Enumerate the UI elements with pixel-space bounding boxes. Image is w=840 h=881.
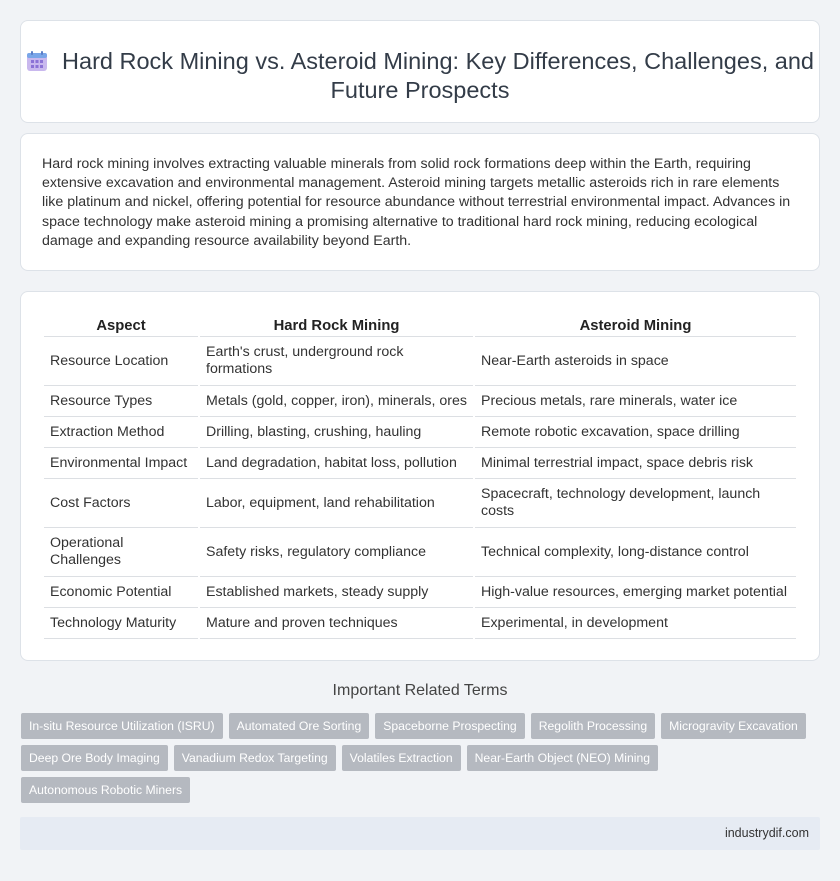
table-cell: Precious metals, rare minerals, water ice (475, 386, 796, 417)
table-cell: High-value resources, emerging market potential (475, 577, 796, 608)
table-cell: Established markets, steady supply (200, 577, 473, 608)
table-cell: Labor, equipment, land rehabilitation (200, 479, 473, 528)
related-terms-list (21, 713, 821, 809)
table-cell: Earth's crust, underground rock formations (200, 337, 473, 386)
table-cell: Near-Earth asteroids in space (475, 337, 796, 386)
table-cell: Drilling, blasting, crushing, hauling (200, 417, 473, 448)
table-header-row (44, 316, 796, 337)
table-cell: Resource Location (44, 337, 198, 386)
intro-paragraph: Hard rock mining involves extracting valuable minerals from solid rock formations deep within the Earth, requiring extensive excavation and environmental management. Asteroid mining targets metallic asteroids rich in rare elements like platinum and nickel, offering potential for resource abundance without terrestrial environmental impact. Advances in space technology make asteroid mining a promising alternative to traditional hard rock mining, reducing ecological damage and expanding resource availability beyond Earth. (42, 156, 791, 249)
term-tag[interactable]: Automated Ore Sorting (229, 713, 370, 739)
table-cell: Technology Maturity (44, 608, 198, 639)
table-row (44, 528, 796, 577)
table-row (44, 417, 796, 448)
table-row (44, 448, 796, 479)
table-cell: Land degradation, habitat loss, pollution (200, 448, 473, 479)
table-cell: Minimal terrestrial impact, space debris risk (475, 448, 796, 479)
term-tag[interactable]: Deep Ore Body Imaging (21, 745, 168, 771)
page-title: Hard Rock Mining vs. Asteroid Mining: Key Differences, Challenges, and Future Prospects (62, 48, 814, 103)
table-cell: Operational Challenges (44, 528, 198, 577)
table-cell: Environmental Impact (44, 448, 198, 479)
term-tag[interactable]: Volatiles Extraction (342, 745, 461, 771)
table-row (44, 386, 796, 417)
table-row (44, 337, 796, 386)
table-cell: Metals (gold, copper, iron), minerals, ores (200, 386, 473, 417)
table-cell: Resource Types (44, 386, 198, 417)
term-tag[interactable]: Vanadium Redox Targeting (174, 745, 336, 771)
footer-bar (20, 817, 820, 850)
table-cell: Remote robotic excavation, space drilling (475, 417, 796, 448)
table-cell: Safety risks, regulatory compliance (200, 528, 473, 577)
table-row (44, 577, 796, 608)
title-card (20, 20, 820, 123)
table-cell: Mature and proven techniques (200, 608, 473, 639)
intro-card (20, 133, 820, 271)
table-cell: Cost Factors (44, 479, 198, 528)
footer-site-link[interactable]: industrydif.com (724, 826, 809, 840)
calendar-icon (26, 50, 48, 72)
column-header: Aspect (44, 316, 198, 337)
term-tag[interactable]: Autonomous Robotic Miners (21, 777, 190, 803)
term-tag[interactable]: Microgravity Excavation (661, 713, 806, 739)
table-cell: Experimental, in development (475, 608, 796, 639)
term-tag[interactable]: Regolith Processing (531, 713, 655, 739)
comparison-table-card (20, 291, 820, 661)
table-cell: Extraction Method (44, 417, 198, 448)
term-tag[interactable]: Spaceborne Prospecting (375, 713, 524, 739)
table-row (44, 608, 796, 639)
column-header: Hard Rock Mining (200, 316, 473, 337)
table-row (44, 479, 796, 528)
term-tag[interactable]: In-situ Resource Utilization (ISRU) (21, 713, 223, 739)
table-cell: Spacecraft, technology development, launch costs (475, 479, 796, 528)
related-terms-heading: Important Related Terms (332, 682, 508, 699)
comparison-table (42, 316, 798, 639)
term-tag[interactable]: Near-Earth Object (NEO) Mining (467, 745, 658, 771)
table-cell: Economic Potential (44, 577, 198, 608)
column-header: Asteroid Mining (475, 316, 796, 337)
page-title-row (21, 47, 819, 105)
table-cell: Technical complexity, long-distance control (475, 528, 796, 577)
